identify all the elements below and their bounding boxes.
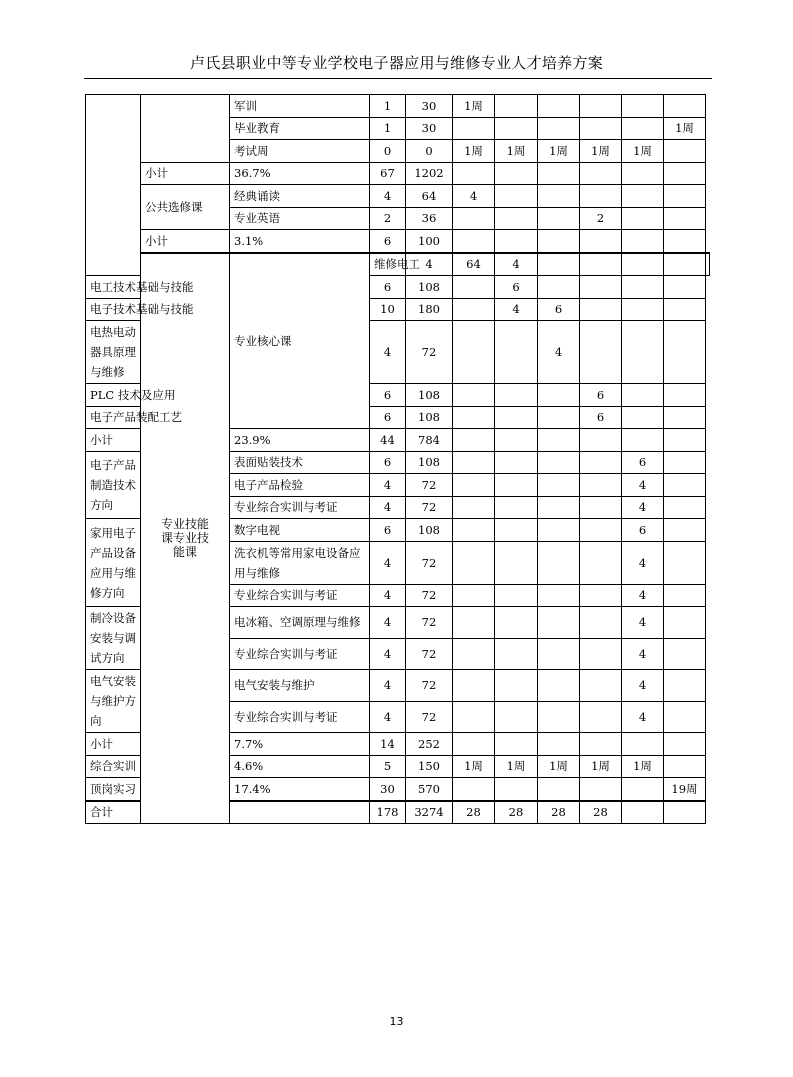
course-name: 专业综合实训与考证 bbox=[230, 638, 370, 670]
credit-cell: 67 bbox=[370, 162, 406, 185]
hours-cell: 72 bbox=[406, 670, 453, 702]
semester-1-cell bbox=[453, 519, 495, 542]
credit-cell: 4 bbox=[370, 185, 406, 208]
semester-3-cell: 28 bbox=[538, 801, 580, 824]
total-row bbox=[86, 801, 710, 824]
semester-2-cell bbox=[495, 230, 538, 253]
hours-cell: 100 bbox=[406, 230, 453, 253]
semester-4-cell bbox=[580, 185, 622, 208]
credit-cell: 30 bbox=[370, 778, 406, 801]
credit-cell: 4 bbox=[406, 253, 453, 276]
semester-5-cell bbox=[622, 185, 664, 208]
group-label-household: 家用电子产品设备应用与维修方向 bbox=[86, 519, 141, 607]
header-divider bbox=[84, 78, 712, 79]
semester-6-cell bbox=[706, 253, 710, 276]
semester-1-cell: 1周 bbox=[453, 140, 495, 163]
semester-3-cell bbox=[538, 670, 580, 702]
semester-6-cell bbox=[664, 406, 706, 429]
semester-1-cell: 4 bbox=[453, 185, 495, 208]
hours-cell: 150 bbox=[406, 755, 453, 778]
semester-6-cell bbox=[664, 733, 706, 756]
credit-cell: 44 bbox=[370, 429, 406, 452]
semester-5-cell: 4 bbox=[622, 638, 664, 670]
semester-6-cell bbox=[664, 384, 706, 407]
semester-6-cell bbox=[664, 755, 706, 778]
hours-cell: 570 bbox=[406, 778, 453, 801]
semester-5-cell: 4 bbox=[622, 584, 664, 607]
semester-1-cell bbox=[453, 733, 495, 756]
course-name: 电子产品检验 bbox=[230, 474, 370, 497]
group-label-electrical: 电气安装与维护方向 bbox=[86, 670, 141, 733]
course-name: 考试周 bbox=[230, 140, 370, 163]
credit-cell: 14 bbox=[370, 733, 406, 756]
semester-5-cell bbox=[622, 733, 664, 756]
semester-6-cell bbox=[664, 584, 706, 607]
hours-cell: 30 bbox=[406, 95, 453, 118]
semester-3-cell bbox=[538, 496, 580, 519]
table-row bbox=[86, 185, 710, 208]
semester-5-cell: 4 bbox=[622, 607, 664, 639]
semester-6-cell bbox=[664, 162, 706, 185]
semester-6-cell bbox=[664, 185, 706, 208]
semester-4-cell bbox=[580, 519, 622, 542]
semester-1-cell: 1周 bbox=[453, 755, 495, 778]
semester-3-cell bbox=[538, 701, 580, 733]
hours-cell: 0 bbox=[406, 140, 453, 163]
credit-cell: 6 bbox=[370, 406, 406, 429]
credit-cell: 1 bbox=[370, 117, 406, 140]
semester-2-cell bbox=[495, 117, 538, 140]
semester-3-cell bbox=[538, 474, 580, 497]
semester-5-cell: 4 bbox=[622, 474, 664, 497]
credit-cell: 1 bbox=[370, 95, 406, 118]
table-row bbox=[86, 253, 710, 276]
semester-3-cell bbox=[538, 207, 580, 230]
semester-6-cell bbox=[664, 95, 706, 118]
credit-cell: 10 bbox=[370, 298, 406, 321]
semester-4-cell bbox=[580, 733, 622, 756]
hours-cell: 252 bbox=[406, 733, 453, 756]
semester-2-cell bbox=[495, 474, 538, 497]
course-name: 专业综合实训与考证 bbox=[230, 496, 370, 519]
hours-cell: 108 bbox=[406, 384, 453, 407]
semester-2-cell bbox=[538, 253, 580, 276]
semester-2-cell bbox=[495, 541, 538, 584]
semester-2-cell bbox=[495, 778, 538, 801]
hours-cell: 72 bbox=[406, 584, 453, 607]
semester-3-cell bbox=[538, 778, 580, 801]
credit-cell: 178 bbox=[370, 801, 406, 824]
semester-4-cell bbox=[580, 496, 622, 519]
semester-6-cell bbox=[664, 298, 706, 321]
semester-5-cell bbox=[622, 230, 664, 253]
course-name: 维修电工 bbox=[370, 253, 406, 276]
subtotal-percent: 3.1% bbox=[230, 230, 370, 253]
page-header-title: 卢氏县职业中等专业学校电子器应用与维修专业人才培养方案 bbox=[189, 54, 604, 72]
semester-5-cell: 4 bbox=[622, 701, 664, 733]
semester-3-cell bbox=[538, 733, 580, 756]
course-schedule-table bbox=[85, 94, 710, 824]
semester-3-cell bbox=[538, 541, 580, 584]
subtotal-percent: 7.7% bbox=[230, 733, 370, 756]
semester-1-cell bbox=[453, 117, 495, 140]
semester-4-cell bbox=[580, 638, 622, 670]
semester-1-cell: 28 bbox=[453, 801, 495, 824]
hours-cell: 72 bbox=[406, 638, 453, 670]
page-number: 13 bbox=[389, 1015, 404, 1028]
semester-4-cell bbox=[580, 95, 622, 118]
semester-4-cell: 28 bbox=[580, 801, 622, 824]
credit-cell: 6 bbox=[370, 451, 406, 474]
semester-4-cell bbox=[580, 276, 622, 299]
semester-2-cell bbox=[495, 733, 538, 756]
course-name: 专业综合实训与考证 bbox=[230, 701, 370, 733]
course-name: 电子技术基础与技能 bbox=[86, 298, 141, 321]
hours-cell: 3274 bbox=[406, 801, 453, 824]
subtotal-percent: 23.9% bbox=[230, 429, 370, 452]
semester-5-cell: 4 bbox=[622, 541, 664, 584]
semester-5-cell: 1周 bbox=[622, 755, 664, 778]
hours-cell: 30 bbox=[406, 117, 453, 140]
semester-4-cell: 6 bbox=[580, 406, 622, 429]
course-name: 电子产品装配工艺 bbox=[86, 406, 141, 429]
semester-4-cell bbox=[580, 584, 622, 607]
semester-2-cell bbox=[495, 670, 538, 702]
credit-cell: 4 bbox=[370, 496, 406, 519]
semester-3-cell bbox=[538, 95, 580, 118]
semester-4-cell bbox=[580, 541, 622, 584]
semester-2-cell bbox=[495, 584, 538, 607]
semester-5-cell bbox=[622, 276, 664, 299]
credit-cell: 4 bbox=[370, 638, 406, 670]
category-cell-public bbox=[86, 95, 141, 276]
course-name: 电冰箱、空调原理与维修 bbox=[230, 607, 370, 639]
hours-cell: 180 bbox=[406, 298, 453, 321]
semester-1-cell bbox=[453, 496, 495, 519]
semester-3-cell bbox=[538, 384, 580, 407]
row-percent: 4.6% bbox=[230, 755, 370, 778]
credit-cell: 4 bbox=[370, 541, 406, 584]
semester-1-cell bbox=[453, 384, 495, 407]
semester-6-cell bbox=[664, 541, 706, 584]
semester-3-cell bbox=[538, 584, 580, 607]
semester-3-cell bbox=[580, 253, 622, 276]
hours-cell: 108 bbox=[406, 406, 453, 429]
semester-2-cell bbox=[495, 701, 538, 733]
group-label-public-elective: 公共选修课 bbox=[141, 185, 230, 230]
semester-5-cell bbox=[622, 801, 664, 824]
semester-4-cell bbox=[622, 253, 664, 276]
credit-cell: 4 bbox=[370, 584, 406, 607]
semester-2-cell bbox=[495, 384, 538, 407]
semester-3-cell bbox=[538, 429, 580, 452]
credit-cell: 6 bbox=[370, 230, 406, 253]
semester-2-cell bbox=[495, 519, 538, 542]
semester-6-cell bbox=[664, 207, 706, 230]
credit-cell: 4 bbox=[370, 607, 406, 639]
course-name: 专业综合实训与考证 bbox=[230, 584, 370, 607]
semester-4-cell bbox=[580, 429, 622, 452]
hours-cell: 1202 bbox=[406, 162, 453, 185]
subtotal-label: 小计 bbox=[141, 162, 230, 185]
credit-cell: 4 bbox=[370, 701, 406, 733]
semester-4-cell bbox=[580, 230, 622, 253]
semester-3-cell bbox=[538, 185, 580, 208]
semester-4-cell bbox=[580, 607, 622, 639]
subtotal-label: 小计 bbox=[86, 733, 141, 756]
semester-1-cell bbox=[453, 162, 495, 185]
semester-1-cell bbox=[453, 298, 495, 321]
subtotal-label: 小计 bbox=[86, 429, 141, 452]
semester-3-cell bbox=[538, 406, 580, 429]
credit-cell: 2 bbox=[370, 207, 406, 230]
semester-3-cell bbox=[538, 117, 580, 140]
semester-4-cell bbox=[580, 451, 622, 474]
semester-6-cell bbox=[664, 519, 706, 542]
total-label: 合计 bbox=[86, 801, 370, 824]
group-cell-public-required bbox=[141, 95, 230, 163]
course-name: 洗衣机等常用家电设备应用与维修 bbox=[230, 541, 370, 584]
semester-2-cell bbox=[495, 321, 538, 384]
course-name: 电气安装与维护 bbox=[230, 670, 370, 702]
course-name: 电工技术基础与技能 bbox=[86, 276, 141, 299]
hours-cell: 72 bbox=[406, 474, 453, 497]
course-name: 军训 bbox=[230, 95, 370, 118]
semester-5-cell bbox=[622, 162, 664, 185]
semester-1-cell bbox=[453, 541, 495, 584]
semester-4-cell bbox=[580, 778, 622, 801]
semester-1-cell bbox=[453, 701, 495, 733]
semester-5-cell bbox=[622, 778, 664, 801]
course-name: 电热电动器具原理与维修 bbox=[86, 321, 141, 384]
credit-cell: 5 bbox=[370, 755, 406, 778]
semester-6-cell bbox=[664, 276, 706, 299]
semester-2-cell bbox=[495, 162, 538, 185]
hours-cell: 72 bbox=[406, 496, 453, 519]
semester-2-cell bbox=[495, 451, 538, 474]
table-row bbox=[86, 95, 710, 118]
credit-cell: 6 bbox=[370, 276, 406, 299]
hours-cell: 64 bbox=[406, 185, 453, 208]
semester-6-cell bbox=[664, 140, 706, 163]
row-label: 综合实训 bbox=[86, 755, 141, 778]
group-label-core: 专业核心课 bbox=[230, 253, 370, 429]
semester-2-cell: 28 bbox=[495, 801, 538, 824]
semester-2-cell bbox=[495, 207, 538, 230]
semester-5-cell: 6 bbox=[622, 519, 664, 542]
semester-1-cell bbox=[453, 321, 495, 384]
credit-cell: 0 bbox=[370, 140, 406, 163]
course-name: PLC 技术及应用 bbox=[86, 384, 141, 407]
semester-3-cell: 1周 bbox=[538, 140, 580, 163]
semester-5-cell bbox=[664, 253, 706, 276]
row-percent: 17.4% bbox=[230, 778, 370, 801]
credit-cell: 6 bbox=[370, 384, 406, 407]
semester-3-cell bbox=[538, 519, 580, 542]
semester-5-cell: 4 bbox=[622, 496, 664, 519]
semester-6-cell bbox=[664, 496, 706, 519]
subtotal-row bbox=[86, 162, 710, 185]
semester-1-cell bbox=[453, 778, 495, 801]
semester-3-cell bbox=[538, 451, 580, 474]
semester-6-cell bbox=[664, 429, 706, 452]
semester-6-cell bbox=[664, 474, 706, 497]
semester-1-cell bbox=[453, 451, 495, 474]
semester-2-cell bbox=[495, 638, 538, 670]
row-label: 顶岗实习 bbox=[86, 778, 141, 801]
hours-cell: 72 bbox=[406, 321, 453, 384]
course-name: 数字电视 bbox=[230, 519, 370, 542]
hours-cell: 108 bbox=[406, 276, 453, 299]
subtotal-percent: 36.7% bbox=[230, 162, 370, 185]
semester-6-cell bbox=[664, 701, 706, 733]
semester-2-cell bbox=[495, 185, 538, 208]
semester-5-cell bbox=[622, 321, 664, 384]
semester-1-cell bbox=[453, 207, 495, 230]
semester-1-cell: 4 bbox=[495, 253, 538, 276]
semester-4-cell bbox=[580, 321, 622, 384]
semester-6-cell bbox=[664, 638, 706, 670]
semester-3-cell: 6 bbox=[538, 298, 580, 321]
semester-5-cell: 6 bbox=[622, 451, 664, 474]
semester-1-cell bbox=[453, 230, 495, 253]
semester-5-cell bbox=[622, 406, 664, 429]
category-label-professional: 专业技能课专业技能课 bbox=[141, 253, 230, 824]
semester-2-cell bbox=[495, 607, 538, 639]
hours-cell: 72 bbox=[406, 701, 453, 733]
semester-5-cell: 4 bbox=[622, 670, 664, 702]
semester-6-cell bbox=[664, 801, 706, 824]
credit-cell: 4 bbox=[370, 321, 406, 384]
semester-6-cell bbox=[664, 670, 706, 702]
semester-6-cell: 19周 bbox=[664, 778, 706, 801]
credit-cell: 4 bbox=[370, 474, 406, 497]
semester-6-cell: 1周 bbox=[664, 117, 706, 140]
semester-4-cell: 2 bbox=[580, 207, 622, 230]
semester-1-cell bbox=[453, 670, 495, 702]
semester-6-cell bbox=[664, 451, 706, 474]
semester-4-cell bbox=[580, 474, 622, 497]
subtotal-label: 小计 bbox=[141, 230, 230, 253]
semester-2-cell bbox=[495, 496, 538, 519]
credit-cell: 4 bbox=[370, 670, 406, 702]
hours-cell: 108 bbox=[406, 451, 453, 474]
hours-cell: 108 bbox=[406, 519, 453, 542]
semester-3-cell: 1周 bbox=[538, 755, 580, 778]
semester-3-cell bbox=[538, 230, 580, 253]
course-name: 毕业教育 bbox=[230, 117, 370, 140]
semester-3-cell bbox=[538, 607, 580, 639]
semester-1-cell bbox=[453, 607, 495, 639]
semester-2-cell: 1周 bbox=[495, 140, 538, 163]
semester-4-cell bbox=[580, 670, 622, 702]
hours-cell: 784 bbox=[406, 429, 453, 452]
semester-2-cell: 1周 bbox=[495, 755, 538, 778]
hours-cell: 64 bbox=[453, 253, 495, 276]
semester-6-cell bbox=[664, 607, 706, 639]
semester-2-cell bbox=[495, 406, 538, 429]
credit-cell: 6 bbox=[370, 519, 406, 542]
semester-6-cell bbox=[664, 230, 706, 253]
semester-1-cell bbox=[453, 276, 495, 299]
semester-2-cell: 4 bbox=[495, 298, 538, 321]
semester-3-cell: 4 bbox=[538, 321, 580, 384]
hours-cell: 72 bbox=[406, 607, 453, 639]
semester-4-cell: 1周 bbox=[580, 140, 622, 163]
semester-4-cell: 6 bbox=[580, 384, 622, 407]
semester-2-cell: 6 bbox=[495, 276, 538, 299]
semester-3-cell bbox=[538, 162, 580, 185]
semester-1-cell bbox=[453, 474, 495, 497]
course-name: 表面贴装技术 bbox=[230, 451, 370, 474]
group-label-manufacturing: 电子产品制造技术方向 bbox=[86, 451, 141, 519]
subtotal-row bbox=[86, 230, 710, 253]
course-name: 经典诵读 bbox=[230, 185, 370, 208]
semester-3-cell bbox=[538, 276, 580, 299]
semester-5-cell bbox=[622, 298, 664, 321]
semester-5-cell bbox=[622, 384, 664, 407]
semester-4-cell bbox=[580, 117, 622, 140]
semester-1-cell bbox=[453, 584, 495, 607]
semester-4-cell: 1周 bbox=[580, 755, 622, 778]
hours-cell: 72 bbox=[406, 541, 453, 584]
hours-cell: 36 bbox=[406, 207, 453, 230]
semester-4-cell bbox=[580, 298, 622, 321]
semester-1-cell bbox=[453, 406, 495, 429]
course-name: 专业英语 bbox=[230, 207, 370, 230]
semester-3-cell bbox=[538, 638, 580, 670]
semester-5-cell bbox=[622, 95, 664, 118]
semester-1-cell bbox=[453, 429, 495, 452]
semester-5-cell bbox=[622, 117, 664, 140]
semester-1-cell: 1周 bbox=[453, 95, 495, 118]
group-label-refrigeration: 制冷设备安装与调试方向 bbox=[86, 607, 141, 670]
semester-5-cell: 1周 bbox=[622, 140, 664, 163]
semester-5-cell bbox=[622, 429, 664, 452]
semester-4-cell bbox=[580, 701, 622, 733]
semester-1-cell bbox=[453, 638, 495, 670]
semester-2-cell bbox=[495, 429, 538, 452]
semester-4-cell bbox=[580, 162, 622, 185]
semester-5-cell bbox=[622, 207, 664, 230]
semester-6-cell bbox=[664, 321, 706, 384]
semester-2-cell bbox=[495, 95, 538, 118]
